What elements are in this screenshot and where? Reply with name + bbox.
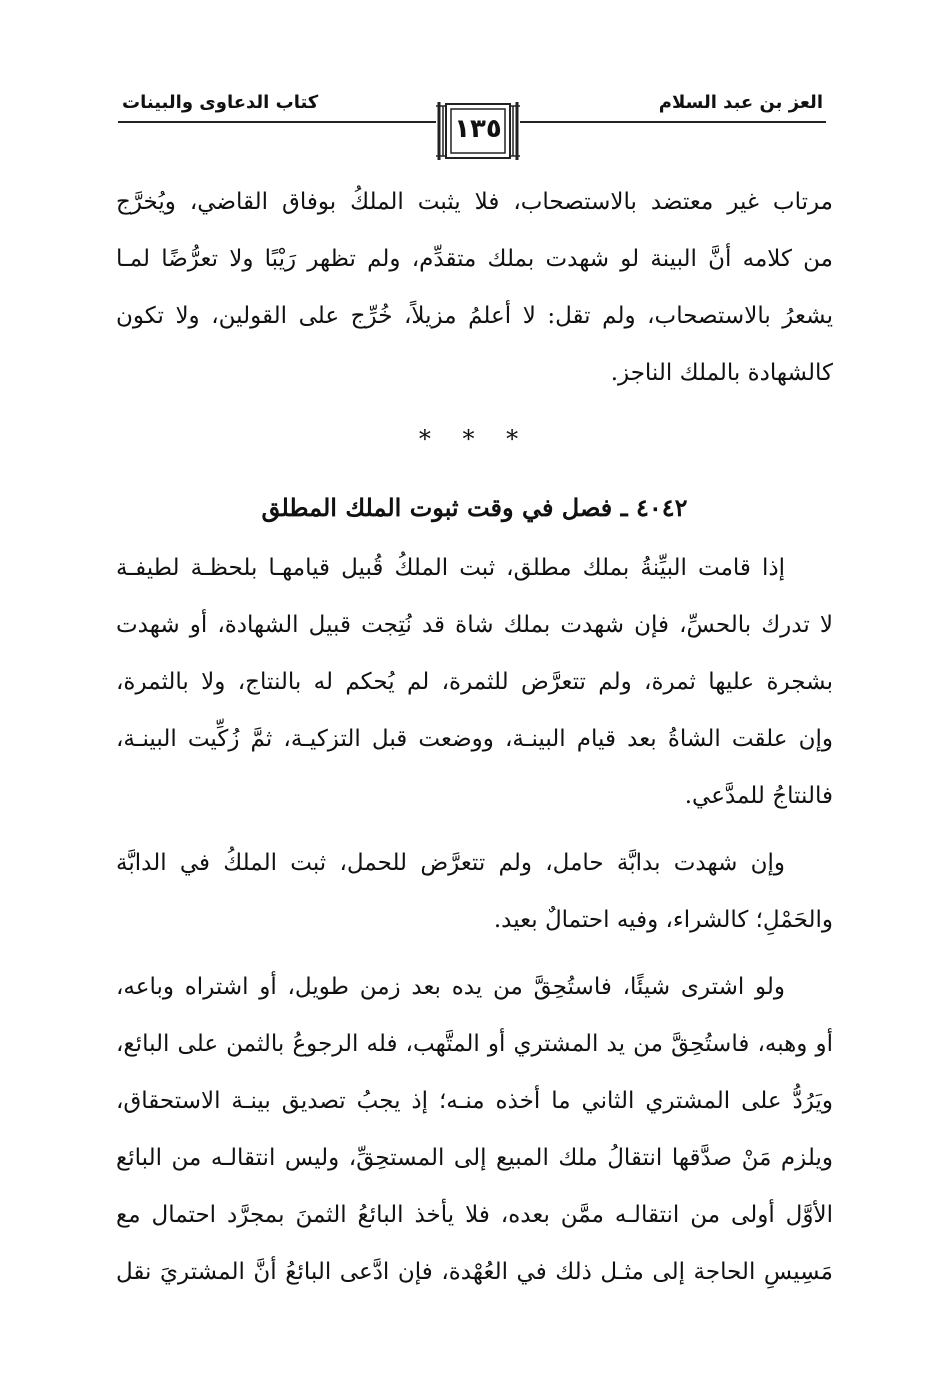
paragraph-4 bbox=[116, 959, 833, 1301]
section-separator: * * * bbox=[418, 425, 531, 453]
text-line: وإن علقت الشاةُ بعد قيام البينـة، ووضعت قبل التزكيـة، ثمَّ زُكِّيت البينـة، bbox=[116, 726, 833, 752]
header-rule-left bbox=[118, 121, 436, 123]
paragraph-2 bbox=[116, 540, 833, 825]
text-line: لا تدرك بالحسِّ، فإن شهدت بملك شاة قد نُتِجت قبيل الشهادة، أو شهدت bbox=[116, 612, 833, 638]
paragraph-gap bbox=[116, 949, 833, 959]
text-line: مَسِيسِ الحاجة إلى مثـل ذلك في العُهْدة، فإن ادَّعى البائعُ أنَّ المشتريَ نقل bbox=[116, 1259, 833, 1285]
page-number-frame bbox=[436, 100, 520, 162]
page-body bbox=[116, 174, 833, 1301]
header-rule-right bbox=[520, 121, 826, 123]
author-name: العز بن عبد السلام bbox=[658, 92, 823, 113]
book-title: كتاب الدعاوى والبينات bbox=[122, 92, 319, 113]
text-line: يشعرُ بالاستصحاب، ولم تقل: لا أعلمُ مزيلاً، خُرِّج على القولين، ولا تكون bbox=[116, 303, 833, 329]
paragraph-1 bbox=[116, 174, 833, 402]
page-number: ١٣٥ bbox=[454, 114, 502, 144]
text-line: وإن شهدت بدابَّة حامل، ولم تتعرَّض للحمل، ثبت الملكُ في الدابَّة bbox=[116, 850, 785, 876]
section-heading: ٤٠٤٢ ـ فصل في وقت ثبوت الملك المطلق bbox=[261, 493, 688, 522]
text-line: الأوَّل أولى من انتقالـه ممَّن بعده، فلا يأخذ البائعُ الثمنَ بمجرَّد احتمال مع bbox=[116, 1202, 833, 1228]
text-line: أو وهبه، فاستُحِقَّ من يد المشتري أو المتَّهب، فله الرجوعُ بالثمن على البائع، bbox=[116, 1031, 833, 1057]
page-header bbox=[0, 0, 933, 160]
text-line: مرتاب غير معتضد بالاستصحاب، فلا يثبت الملكُ بوفاق القاضي، ويُخرَّج bbox=[116, 189, 833, 215]
text-line: والحَمْلِ؛ كالشراء، وفيه احتمالٌ بعيد. bbox=[493, 907, 833, 933]
text-line: كالشهادة بالملك الناجز. bbox=[610, 360, 833, 386]
paragraph-3 bbox=[116, 835, 833, 949]
text-line: بشجرة عليها ثمرة، ولم تتعرَّض للثمرة، لم يُحكم له بالنتاج، ولا بالثمرة، bbox=[116, 669, 833, 695]
text-line: ويَرُدُّ على المشتري الثاني ما أخذه منـه؛ إذ يجبُ تصديق بينـة الاستحقاق، bbox=[116, 1088, 833, 1114]
text-line: ويلزم مَنْ صدَّقها انتقالُ ملك المبيع إلى المستحِقِّ، وليس انتقالـه من البائع bbox=[116, 1145, 833, 1171]
text-line: من كلامه أنَّ البينة لو شهدت بملك متقدِّم، ولم تظهر رَيْبًا ولا تعرُّضًا لمـا bbox=[116, 246, 833, 272]
text-line: إذا قامت البيِّنةُ بملك مطلق، ثبت الملكُ قُبيل قيامهـا بلحظـة لطيفـة bbox=[116, 555, 785, 581]
paragraph-gap bbox=[116, 825, 833, 835]
text-line: ولو اشترى شيئًا، فاستُحِقَّ من يده بعد زمن طويل، أو اشتراه وباعه، bbox=[116, 974, 785, 1000]
text-line: فالنتاجُ للمدَّعي. bbox=[684, 783, 833, 809]
